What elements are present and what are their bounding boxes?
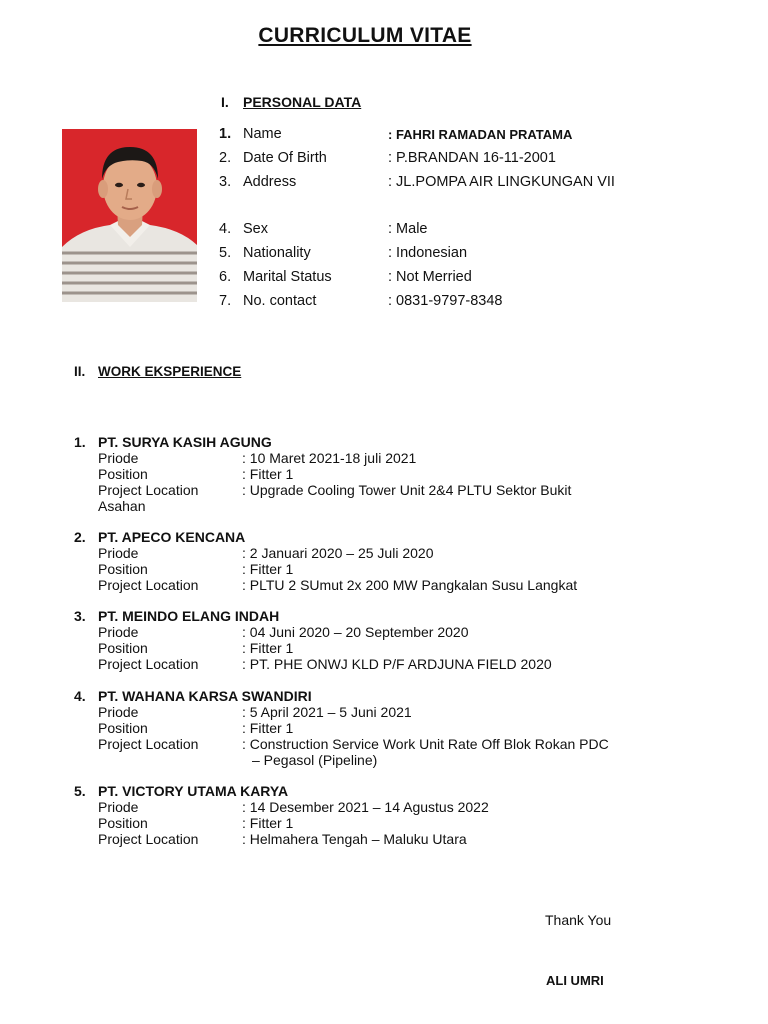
row-value: : 0831-9797-8348	[388, 293, 503, 309]
position-label: Position	[98, 466, 148, 482]
personal-row-date-of-birth	[219, 150, 556, 170]
row-value: : Male	[388, 221, 428, 237]
location-continuation	[74, 752, 378, 768]
personal-row-sex	[219, 221, 428, 241]
row-value: : FAHRI RAMADAN PRATAMA	[388, 127, 573, 142]
position-value: : Fitter 1	[242, 815, 294, 831]
personal-row-contact	[219, 293, 503, 313]
period-value: : 2 Januari 2020 – 25 Juli 2020	[242, 545, 434, 561]
location-value: : PT. PHE ONWJ KLD P/F ARDJUNA FIELD 2020	[242, 656, 552, 672]
row-number: 2.	[219, 150, 232, 166]
position-label: Position	[98, 815, 148, 831]
job-entry	[74, 783, 489, 847]
personal-row-nationality	[219, 245, 468, 265]
period-value: : 10 Maret 2021-18 juli 2021	[242, 450, 417, 466]
location-value: : PLTU 2 SUmut 2x 200 MW Pangkalan Susu Langkat	[242, 577, 578, 593]
location-value: : Helmahera Tengah – Maluku Utara	[242, 831, 467, 847]
job-entry	[74, 688, 609, 768]
location-label: Project Location	[98, 736, 199, 752]
job-period	[74, 545, 434, 561]
row-label: Nationality	[243, 245, 311, 261]
personal-row-marital-status	[219, 269, 472, 289]
job-number: 3.	[74, 608, 86, 624]
job-position	[74, 640, 294, 656]
row-value: : JL.POMPA AIR LINGKUNGAN VII	[388, 174, 615, 190]
position-label: Position	[98, 561, 148, 577]
location-continuation: Asahan	[98, 498, 146, 514]
job-entry	[74, 529, 578, 593]
company-label: PT. APECO KENCANA	[98, 529, 246, 545]
job-period	[74, 450, 417, 466]
company-name	[74, 434, 272, 450]
job-period	[74, 799, 489, 815]
company-label: PT. SURYA KASIH AGUNG	[98, 434, 272, 450]
job-position	[74, 466, 294, 482]
period-label: Priode	[98, 624, 139, 640]
job-location	[74, 831, 467, 847]
location-label: Project Location	[98, 656, 199, 672]
location-label: Project Location	[98, 577, 199, 593]
section-number: II.	[74, 364, 86, 379]
section-title: WORK EKSPERIENCE	[98, 364, 242, 379]
row-number: 1.	[219, 126, 232, 142]
personal-row-address	[219, 174, 615, 194]
company-label: PT. VICTORY UTAMA KARYA	[98, 783, 289, 799]
job-location	[74, 482, 572, 498]
row-number: 7.	[219, 293, 232, 309]
position-value: : Fitter 1	[242, 720, 294, 736]
job-location	[74, 736, 609, 752]
row-label: Name	[243, 126, 282, 142]
position-value: : Fitter 1	[242, 466, 294, 482]
company-name	[74, 783, 288, 799]
location-continuation-text: – Pegasol (Pipeline)	[252, 752, 378, 768]
closing-text: Thank You	[545, 912, 612, 928]
company-name	[74, 608, 279, 624]
period-value: : 04 Juni 2020 – 20 September 2020	[242, 624, 469, 640]
location-value: : Upgrade Cooling Tower Unit 2&4 PLTU Sektor Bukit	[242, 482, 572, 498]
row-label: Date Of Birth	[243, 150, 327, 166]
company-label: PT. MEINDO ELANG INDAH	[98, 608, 280, 624]
period-label: Priode	[98, 704, 139, 720]
location-label: Project Location	[98, 482, 199, 498]
job-location	[74, 656, 552, 672]
row-number: 3.	[219, 174, 232, 190]
job-entry	[74, 608, 552, 672]
job-location	[74, 577, 578, 593]
company-name	[74, 688, 312, 704]
job-period	[74, 624, 469, 640]
row-value: : Not Merried	[388, 269, 472, 285]
job-position	[74, 815, 294, 831]
signature-name: ALI UMRI	[546, 973, 604, 988]
location-value: : Construction Service Work Unit Rate Off Blok Rokan PDC	[242, 736, 609, 752]
row-value: : Indonesian	[388, 245, 468, 261]
position-value: : Fitter 1	[242, 561, 294, 577]
job-number: 4.	[74, 688, 86, 704]
position-label: Position	[98, 640, 148, 656]
profile-photo	[62, 129, 197, 302]
row-number: 4.	[219, 221, 232, 237]
personal-row-name	[219, 126, 573, 146]
job-number: 5.	[74, 783, 86, 799]
period-label: Priode	[98, 450, 139, 466]
job-number: 1.	[74, 434, 86, 450]
position-value: : Fitter 1	[242, 640, 294, 656]
job-entry	[74, 434, 572, 514]
row-label: Sex	[243, 221, 268, 237]
location-label: Project Location	[98, 831, 199, 847]
period-label: Priode	[98, 545, 139, 561]
job-position	[74, 561, 294, 577]
profile-photo-image	[62, 129, 197, 302]
section-personal-data-heading	[221, 94, 361, 110]
period-value: : 14 Desember 2021 – 14 Agustus 2022	[242, 799, 489, 815]
job-position	[74, 720, 312, 736]
section-work-experience-heading	[74, 364, 241, 379]
job-period	[74, 704, 412, 720]
position-label: Position	[98, 720, 148, 736]
row-label: No. contact	[243, 293, 317, 309]
job-number: 2.	[74, 529, 86, 545]
row-number: 5.	[219, 245, 232, 261]
period-label: Priode	[98, 799, 139, 815]
row-label: Marital Status	[243, 269, 332, 285]
document-title: CURRICULUM VITAE	[258, 24, 472, 47]
company-name	[74, 529, 245, 545]
period-value: : 5 April 2021 – 5 Juni 2021	[242, 704, 412, 720]
row-value: : P.BRANDAN 16-11-2001	[388, 150, 556, 166]
row-label: Address	[243, 174, 297, 190]
section-number: I.	[221, 94, 229, 110]
company-label: PT. WAHANA KARSA SWANDIRI	[98, 688, 312, 704]
section-title: PERSONAL DATA	[243, 94, 362, 110]
row-number: 6.	[219, 269, 232, 285]
